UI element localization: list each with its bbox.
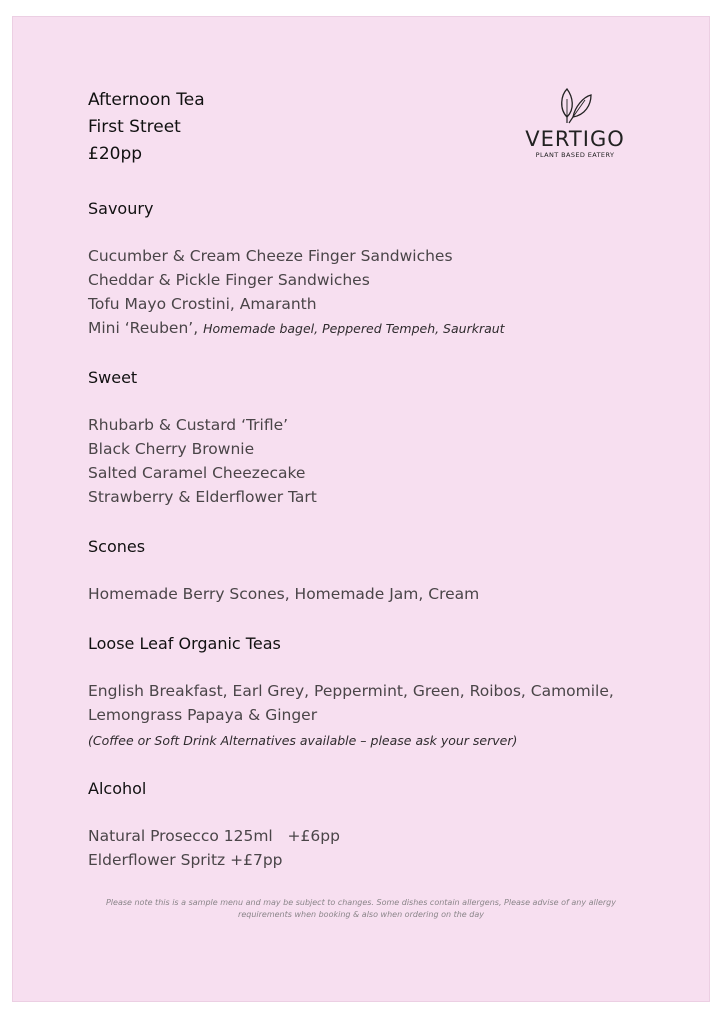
menu-item: Homemade Berry Scones, Homemade Jam, Cream [88, 585, 480, 603]
section-heading-savoury: Savoury [88, 199, 154, 218]
menu-item: Strawberry & Elderflower Tart [88, 488, 317, 506]
menu-item-name: Mini ‘Reuben’, [88, 319, 199, 337]
logo-tagline: PLANT BASED EATERY [535, 151, 615, 159]
section-heading-alcohol: Alcohol [88, 779, 147, 798]
menu-item-reuben [88, 319, 505, 337]
menu-item: Rhubarb & Custard ‘Trifle’ [88, 416, 289, 434]
menu-item: English Breakfast, Earl Grey, Peppermint, Green, Roibos, Camomile, [88, 682, 614, 700]
menu-page [12, 16, 710, 1002]
menu-item: Elderflower Spritz +£7pp [88, 851, 283, 869]
section-heading-teas: Loose Leaf Organic Teas [88, 634, 281, 653]
section-heading-sweet: Sweet [88, 368, 138, 387]
menu-item: Black Cherry Brownie [88, 440, 255, 458]
teas-note: (Coffee or Soft Drink Alternatives available – please ask your server) [88, 733, 518, 748]
menu-item: Salted Caramel Cheezecake [88, 464, 306, 482]
allergy-footnote: Please note this is a sample menu and may be subject to changes. Some dishes contain allergens, Please advise of any allergy requirements when booking & also when ordering on the day [105, 898, 616, 919]
menu-item: Cucumber & Cream Cheeze Finger Sandwiches [88, 247, 453, 265]
location-name: First Street [88, 117, 181, 137]
menu-item-detail: Homemade bagel, Peppered Tempeh, Saurkraut [203, 321, 505, 336]
vertigo-logo [515, 85, 635, 165]
price-per-person: £20pp [88, 144, 143, 164]
logo-name: VERTIGO [525, 127, 625, 151]
menu-item: Tofu Mayo Crostini, Amaranth [88, 295, 317, 313]
menu-item: Natural Prosecco 125ml +£6pp [88, 827, 340, 845]
section-heading-scones: Scones [88, 537, 146, 556]
menu-title: Afternoon Tea [88, 90, 205, 110]
menu-item: Cheddar & Pickle Finger Sandwiches [88, 271, 370, 289]
leaf-icon [555, 85, 595, 125]
menu-item: Lemongrass Papaya & Ginger [88, 706, 318, 724]
